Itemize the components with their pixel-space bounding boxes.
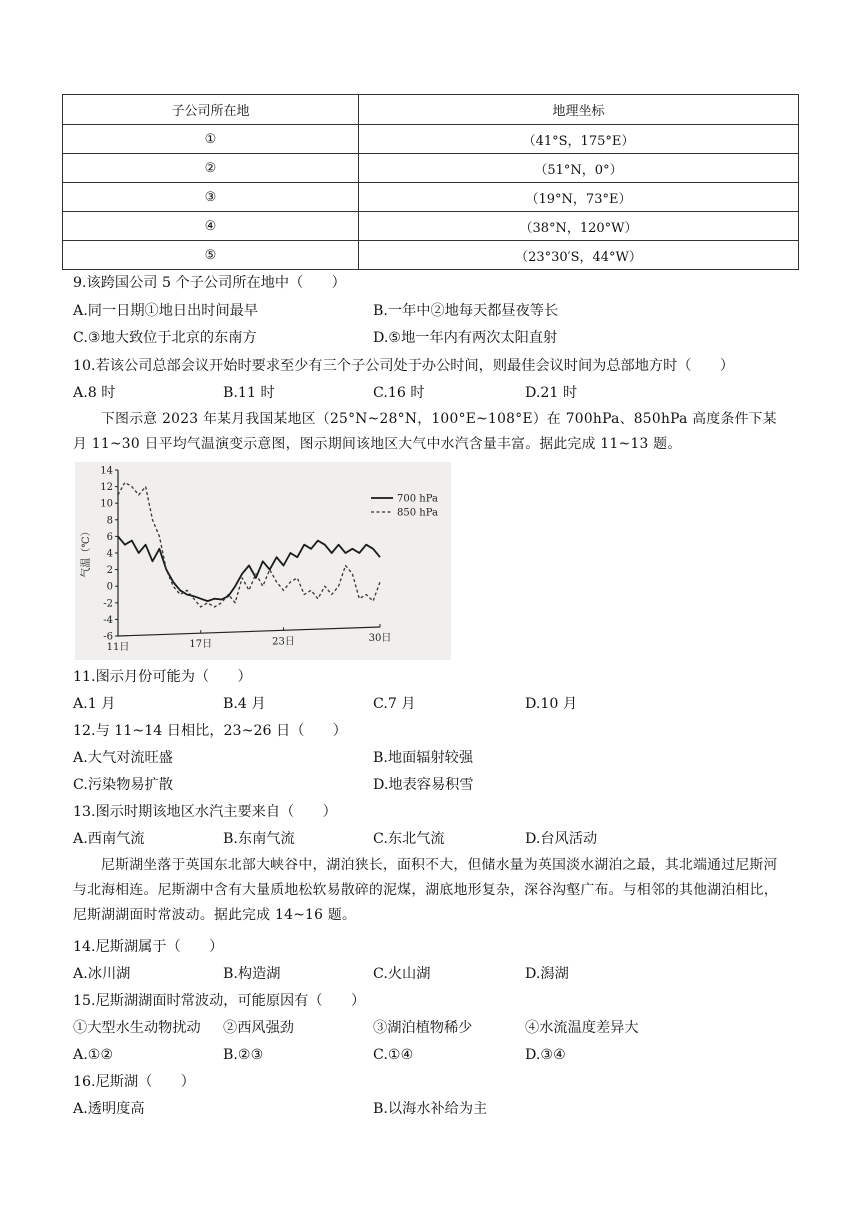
table-cell: （38°N，120°W） bbox=[359, 212, 799, 241]
q14-option-a: A.冰川湖 bbox=[73, 966, 131, 982]
question-9-stem: 9.该跨国公司 5 个子公司所在地中（ ） bbox=[73, 275, 346, 291]
question-14-stem: 14.尼斯湖属于（ ） bbox=[73, 939, 224, 955]
table-cell: ① bbox=[63, 125, 359, 154]
q14-option-d: D.潟湖 bbox=[525, 966, 569, 982]
legend-label: 700 hPa bbox=[397, 493, 438, 505]
table-row bbox=[63, 125, 799, 154]
q14-option-c: C.火山湖 bbox=[373, 966, 431, 982]
y-tick-label: -4 bbox=[103, 614, 113, 626]
q13-option-c: C.东北气流 bbox=[373, 831, 445, 847]
q9-option-d: D.⑤地一年内有两次太阳直射 bbox=[373, 330, 558, 346]
table-cell: ② bbox=[63, 154, 359, 183]
q15-item-3: ③湖泊植物稀少 bbox=[373, 1020, 473, 1036]
q15-option-b: B.②③ bbox=[223, 1047, 264, 1063]
q10-option-b: B.11 时 bbox=[223, 385, 275, 401]
q9-option-a: A.同一日期①地日出时间最早 bbox=[73, 303, 259, 319]
y-tick-label: 6 bbox=[106, 531, 113, 543]
table-cell: ④ bbox=[63, 212, 359, 241]
q16-option-a: A.透明度高 bbox=[73, 1101, 145, 1117]
x-axis bbox=[118, 627, 380, 636]
y-tick-label: 8 bbox=[106, 515, 113, 527]
x-tick-label: 23日 bbox=[272, 636, 295, 648]
q9-option-b: B.一年中②地每天都昼夜等长 bbox=[373, 303, 559, 319]
y-axis-label: 气温（℃） bbox=[81, 526, 92, 578]
coordinates-table bbox=[62, 94, 799, 270]
table-cell: （19°N，73°E） bbox=[359, 183, 799, 212]
q13-option-a: A.西南气流 bbox=[73, 831, 145, 847]
table-cell: ⑤ bbox=[63, 241, 359, 270]
series-line-850hpa bbox=[118, 482, 380, 607]
question-12-stem: 12.与 11~14 日相比，23~26 日（ ） bbox=[73, 723, 347, 739]
question-15-stem: 15.尼斯湖湖面时常波动，可能原因有（ ） bbox=[73, 993, 366, 1009]
y-tick-label: 12 bbox=[100, 482, 113, 494]
passage-loch-ness: 尼斯湖坐落于英国东北部大峡谷中，湖泊狭长，面积不大，但储水量为英国淡水湖泊之最，其北端通过尼斯河与北海相连。尼斯湖中含有大量质地松软易散碎的泥煤，湖底地形复杂，深谷沟壑广布。与相邻的其他湖泊相比，尼斯湖湖面时常波动。据此完成 14~16 题。 bbox=[73, 857, 778, 923]
q12-option-a: A.大气对流旺盛 bbox=[73, 750, 173, 766]
q15-item-1: ①大型水生动物扰动 bbox=[73, 1020, 201, 1036]
q15-item-4: ④水流温度差异大 bbox=[525, 1020, 639, 1036]
table-cell: （51°N，0°） bbox=[359, 154, 799, 183]
q11-option-d: D.10 月 bbox=[525, 696, 578, 712]
table-cell: （23°30′S，44°W） bbox=[359, 241, 799, 270]
q16-option-b: B.以海水补给为主 bbox=[373, 1101, 488, 1117]
y-tick-label: 10 bbox=[100, 498, 113, 510]
question-16-stem: 16.尼斯湖（ ） bbox=[73, 1074, 195, 1090]
q13-option-d: D.台风活动 bbox=[525, 831, 598, 847]
q11-option-c: C.7 月 bbox=[373, 696, 416, 712]
y-tick-label: -2 bbox=[103, 598, 113, 610]
table-row bbox=[63, 183, 799, 212]
series-line-700hpa bbox=[118, 536, 380, 601]
question-13-stem: 13.图示时期该地区水汽主要来自（ ） bbox=[73, 804, 337, 820]
passage-temperature: 下图示意 2023 年某月我国某地区（25°N~28°N，100°E~108°E）在 700hPa、850hPa 高度条件下某月 11~30 日平均气温演变示意图，图示期间该地区大气中水汽含量丰富。据此完成 11~13 题。 bbox=[73, 411, 777, 452]
question-10-stem: 10.若该公司总部会议开始时要求至少有三个子公司处于办公时间，则最佳会议时间为总部地方时（ ） bbox=[73, 358, 735, 374]
q15-option-c: C.①④ bbox=[373, 1047, 414, 1063]
q14-option-b: B.构造湖 bbox=[223, 966, 281, 982]
y-tick-label: 2 bbox=[106, 565, 113, 577]
table-header-row bbox=[63, 95, 799, 125]
temperature-chart-svg bbox=[75, 462, 451, 660]
temperature-chart bbox=[75, 462, 451, 660]
q10-option-c: C.16 时 bbox=[373, 385, 425, 401]
q11-option-b: B.4 月 bbox=[223, 696, 266, 712]
table-row bbox=[63, 154, 799, 183]
x-tick-label: 17日 bbox=[189, 639, 213, 651]
y-tick-label: 0 bbox=[106, 581, 113, 593]
x-tick-label: 30日 bbox=[368, 633, 392, 644]
table-row bbox=[63, 212, 799, 241]
y-tick-label: -6 bbox=[103, 631, 113, 643]
q12-option-c: C.污染物易扩散 bbox=[73, 777, 173, 793]
q13-option-b: B.东南气流 bbox=[223, 831, 295, 847]
table-header: 子公司所在地 bbox=[63, 95, 359, 125]
y-tick-label: 4 bbox=[106, 548, 113, 560]
q10-option-a: A.8 时 bbox=[73, 385, 116, 401]
table-row bbox=[63, 241, 799, 270]
q11-option-a: A.1 月 bbox=[73, 696, 116, 712]
table-cell: ③ bbox=[63, 183, 359, 212]
q15-option-d: D.③④ bbox=[525, 1047, 566, 1063]
legend-label: 850 hPa bbox=[397, 507, 438, 519]
q15-item-2: ②西风强劲 bbox=[223, 1020, 294, 1036]
x-tick-label: 11日 bbox=[106, 642, 130, 653]
question-11-stem: 11.图示月份可能为（ ） bbox=[73, 669, 252, 685]
table-header: 地理坐标 bbox=[359, 95, 799, 125]
q12-option-d: D.地表容易积雪 bbox=[373, 777, 474, 793]
q12-option-b: B.地面辐射较强 bbox=[373, 750, 474, 766]
y-tick-label: 14 bbox=[100, 465, 113, 477]
q10-option-d: D.21 时 bbox=[525, 385, 578, 401]
q15-option-a: A.①② bbox=[73, 1047, 114, 1063]
table-cell: （41°S，175°E） bbox=[359, 125, 799, 154]
q9-option-c: C.③地大致位于北京的东南方 bbox=[73, 330, 257, 346]
